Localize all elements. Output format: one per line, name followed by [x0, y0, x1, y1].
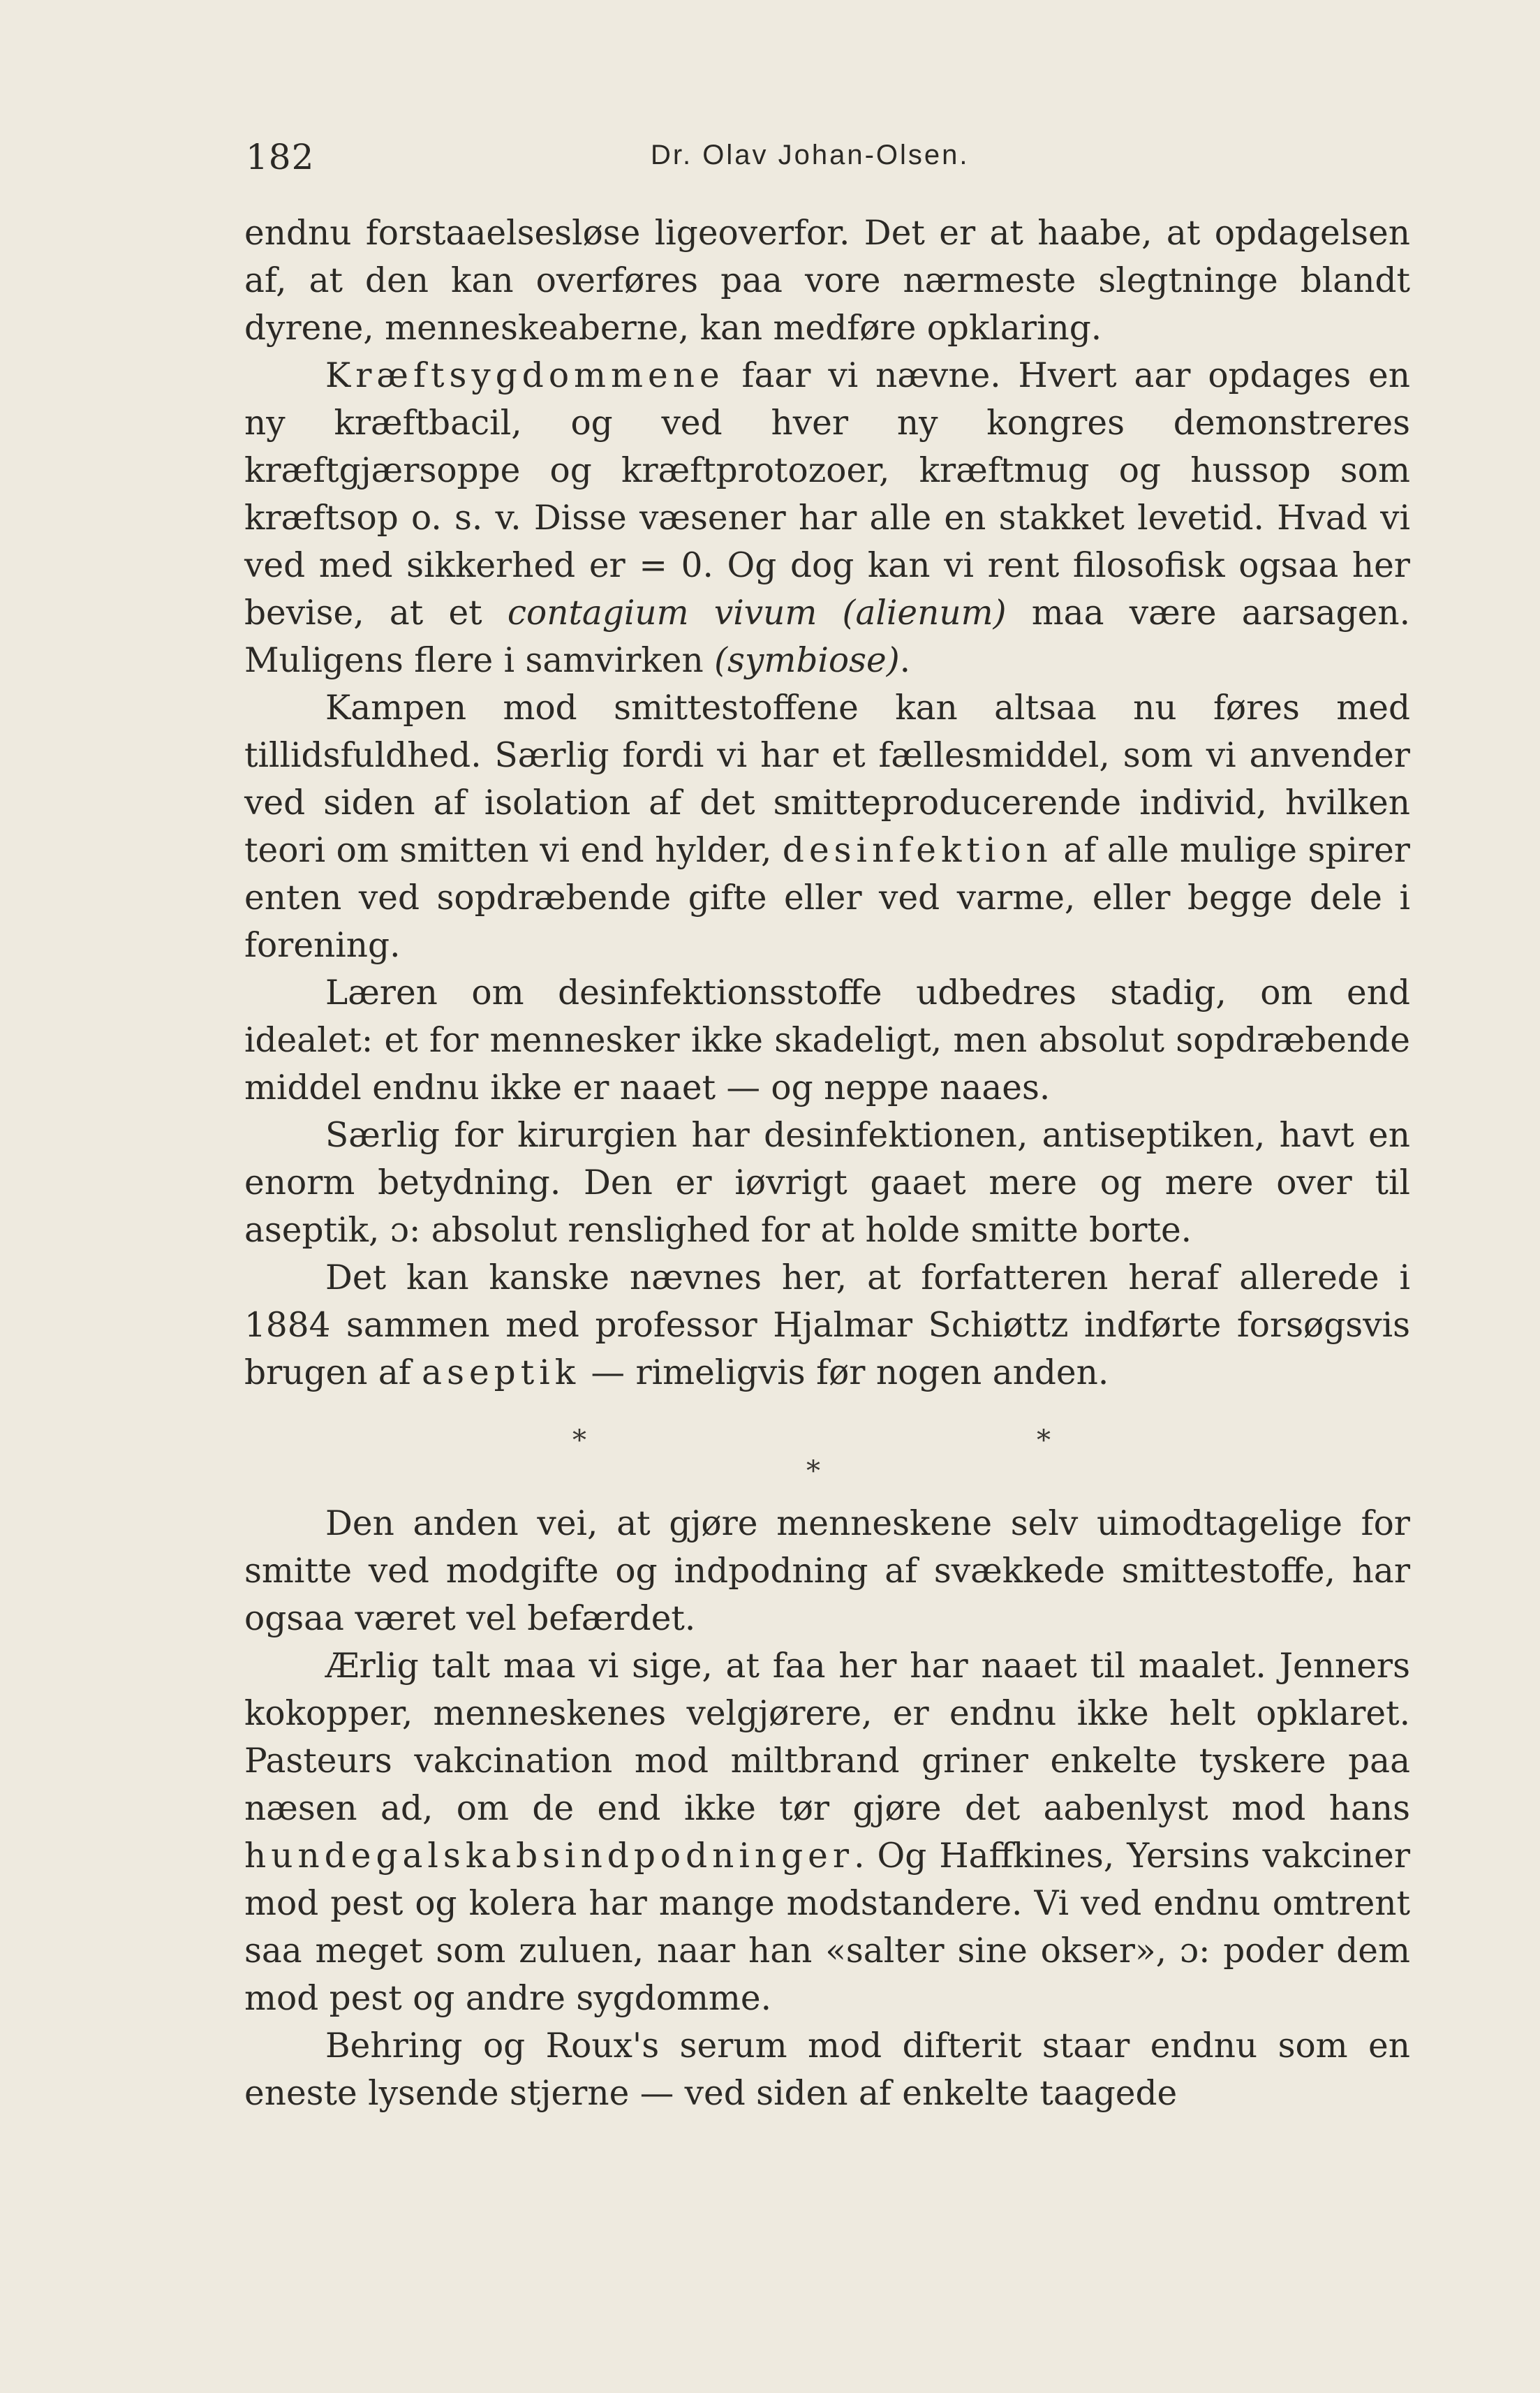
paragraph-disinfectants	[244, 969, 1410, 1112]
paragraph-text: .	[899, 641, 911, 680]
paragraph-text: Ærlig talt maa vi sige, at faa her har naaet til maalet. Jenners kokopper, menneskenes velgjørere, er endnu ikke helt opklaret. Pasteurs vakcination mod miltbrand griner enkelte tyskere paa næsen ad, om de end ikke tør gjøre det aabenlyst mod hans	[244, 1647, 1410, 1828]
text-block-top	[244, 209, 1410, 1397]
paragraph-text: Kampen mod smittestoffene kan altsaa nu føres med tillidsfuldhed. Særlig fordi vi har et fællesmiddel, som vi anvender ved siden af isolation af det smitteproducerende individ, hvilken teori om smitten vi end hylder,	[244, 689, 1410, 870]
spaced-term: hundegalskabsindpodninger	[244, 1836, 854, 1876]
paragraph-text: endnu forstaaelsesløse ligeoverfor. Det er at haabe, at opdagelsen af, at den kan overføres paa vore nærmeste slegtninge blandt dyrene, menneskeaberne, kan medføre opklaring.	[244, 214, 1410, 348]
paragraph-surgery	[244, 1112, 1410, 1254]
text-block-bottom	[244, 1500, 1410, 2117]
italic-term: contagium vivum (alienum)	[507, 594, 1007, 633]
spaced-term: Kræftsygdommene	[325, 356, 725, 395]
paragraph-text: Særlig for kirurgien har desinfektionen, antiseptiken, havt en enorm betydning. Den er iøvrigt gaaet mere og mere over til aseptik, ɔ: absolut renslighed for at holde smitte borte.	[244, 1116, 1410, 1250]
paragraph-disinfection	[244, 684, 1410, 969]
paragraph-text: Læren om desinfektionsstoffe udbedres stadig, om end idealet: et for mennesker ikke skadeligt, men absolut sopdræbende middel endnu ikke er naaet — og neppe naaes.	[244, 973, 1410, 1107]
asterisk-ornament: *	[1037, 1424, 1051, 1457]
paragraph-text: af alle mulige spirer enten ved sopdræbende gifte eller ved varme, eller begge dele i forening.	[244, 831, 1410, 965]
paragraph-serum	[244, 2022, 1410, 2117]
paragraph-text: — rimeligvis før nogen anden.	[580, 1353, 1109, 1392]
paragraph-text: Den anden vei, at gjøre menneskene selv uimodtagelige for smitte ved modgifte og indpodning af svækkede smittestoffe, har ogsaa været vel befærdet.	[244, 1504, 1410, 1638]
paragraph-aseptic-history	[244, 1254, 1410, 1397]
paragraph-text: Behring og Roux's serum mod difterit staar endnu som en eneste lysende stjerne — ved siden af enkelte taagede	[244, 2026, 1410, 2113]
paragraph-vaccines	[244, 1642, 1410, 2022]
paragraph-cancer-diseases	[244, 352, 1410, 684]
page-header	[246, 137, 1398, 179]
italic-term: (symbiose)	[714, 641, 900, 680]
paragraph-text: faar vi nævne. Hvert aar opdages en ny kræftbacil, og ved hver ny kongres demonstreres kræftgjærsoppe og kræftprotozoer, kræftmug og hussop som kræftsop o. s. v. Disse væsener har alle en stakket levetid. Hvad vi ved med sikkerhed er = 0. Og dog kan vi rent filosofisk ogsaa her bevise, at et	[244, 356, 1410, 633]
paragraph-text: maa være aarsagen. Muligens flere i samvirken	[244, 594, 1410, 680]
asterisk-ornament: *	[572, 1424, 586, 1457]
spaced-term: aseptik	[422, 1353, 581, 1392]
spaced-term: desinfektion	[782, 831, 1053, 870]
page-number: 182	[246, 137, 315, 177]
section-separator	[244, 1424, 1410, 1501]
paragraph-text: . Og Haffkines, Yersins vakciner mod pest og kolera har mange modstandere. Vi ved endnu omtrent saa meget som zuluen, naar han «salter sine okser», ɔ: poder dem mod pest og andre sygdomme.	[244, 1836, 1410, 2018]
paragraph-continuation	[244, 209, 1410, 352]
paragraph-text: Det kan kanske nævnes her, at forfatteren heraf allerede i 1884 sammen med professor Hjalmar Schiøttz indførte forsøgsvis brugen af	[244, 1258, 1410, 1392]
paragraph-immunity	[244, 1500, 1410, 1642]
running-title: Dr. Olav Johan-Olsen.	[651, 140, 970, 170]
asterisk-ornament: *	[806, 1455, 820, 1487]
